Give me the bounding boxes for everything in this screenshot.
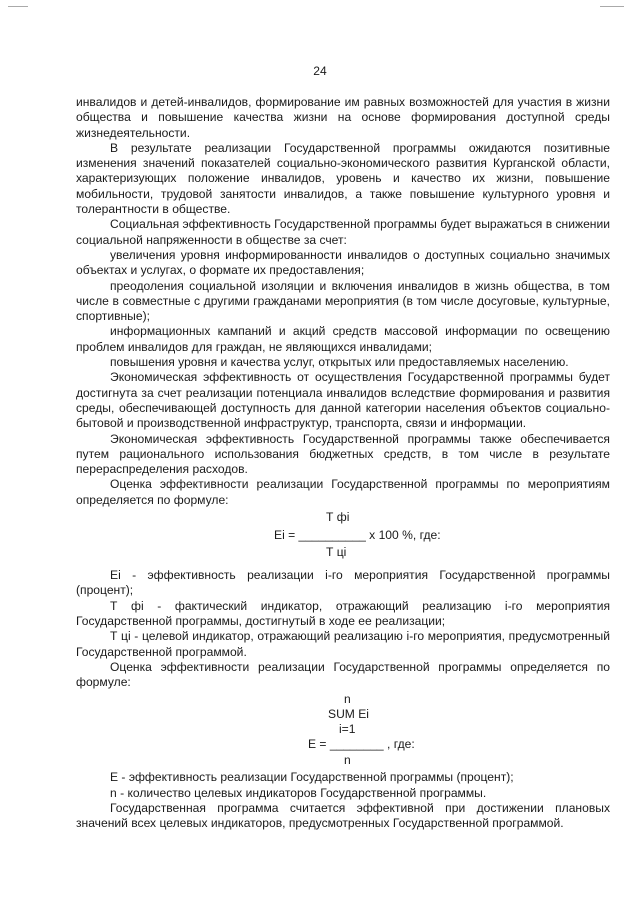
list-item: преодоления социальной изоляции и включения инвалидов в жизнь общества, в том числе в совместные с другими гражданами мероприятия (в том числе досуговые, культурные, спортивные); <box>76 278 610 324</box>
definition: Т фi - фактический индикатор, отражающий реализацию i-го мероприятия Государственной программы, достигнутый в ходе ее реализации; <box>76 598 610 628</box>
paragraph: Экономическая эффективность от осуществления Государственной программы будет достигнута за счет реализации потенциала инвалидов вследствие формирования и развития среды, обеспечивающей доступность для данной категории населения объектов социально-бытовой и производственной инфраструктур, транспорта, связи и информации. <box>76 370 610 431</box>
scan-mark <box>600 6 624 7</box>
definition: n - количество целевых индикаторов Государственной программы. <box>110 785 487 800</box>
formula-denominator: Т цi <box>326 545 347 560</box>
definition: Ei - эффективность реализации i-го мероприятия Государственной программы (процент); <box>76 568 610 598</box>
definition: E - эффективность реализации Государственной программы (процент); <box>110 770 514 785</box>
paragraph: Оценка эффективности реализации Государственной программы по мероприятиям определяется по формуле: <box>76 477 610 507</box>
list-item: информационных кампаний и акций средств массовой информации по освещению проблем инвалидов для граждан, не являющихся инвалидами; <box>76 324 610 354</box>
formula-sum: SUM Ei <box>328 707 369 722</box>
paragraph: инвалидов и детей-инвалидов, формирование им равных возможностей для участия в жизни общества и повышение качества жизни на основе формирования доступной среды жизнедеятельности. <box>76 95 610 140</box>
formula-upper-limit: n <box>344 692 351 707</box>
paragraph: Оценка эффективности реализации Государственной программы определяется по формуле: <box>76 659 610 690</box>
paragraph: Социальная эффективность Государственной программы будет выражаться в снижении социальной напряженности в обществе за счет: <box>76 217 610 247</box>
formula-numerator: Т фi <box>326 510 350 525</box>
scan-mark <box>8 6 28 7</box>
paragraph: Экономическая эффективность Государственной программы также обеспечивается путем рационального использования бюджетных средств, в том числе в результате перераспределения расходов. <box>76 431 610 477</box>
paragraph: В результате реализации Государственной программы ожидаются позитивные изменения значений показателей социально-экономического развития Курганской области, характеризующих положение инвалидов, уровень и качество их жизни, повышение мобильности, трудовой занятости инвалидов, а также повышение культурного уровня и толерантности в обществе. <box>76 140 610 217</box>
formula-denominator: n <box>344 753 351 768</box>
page-number: 24 <box>313 64 327 78</box>
definition: Т цi - целевой индикатор, отражающий реализацию i-го мероприятия, предусмотренный Государственной программой. <box>76 629 610 659</box>
paragraph: Государственная программа считается эффективной при достижении плановых значений всех целевых индикаторов, предусмотренных Государственной программой. <box>76 800 610 831</box>
formula-program-efficiency <box>76 690 610 770</box>
body-text <box>76 95 610 832</box>
list-item: повышения уровня и качества услуг, открытых или предоставляемых населению. <box>110 355 569 370</box>
formula-lhs: Ei = __________ x 100 %, где: <box>274 528 441 543</box>
formula-lower-limit: i=1 <box>339 722 356 737</box>
list-item: увеличения уровня информированности инвалидов о доступных социально значимых объектах и услугах, о формате их предоставления; <box>76 247 610 278</box>
formula-event-efficiency <box>76 508 610 568</box>
formula-lhs: E = ________ , где: <box>308 737 415 752</box>
